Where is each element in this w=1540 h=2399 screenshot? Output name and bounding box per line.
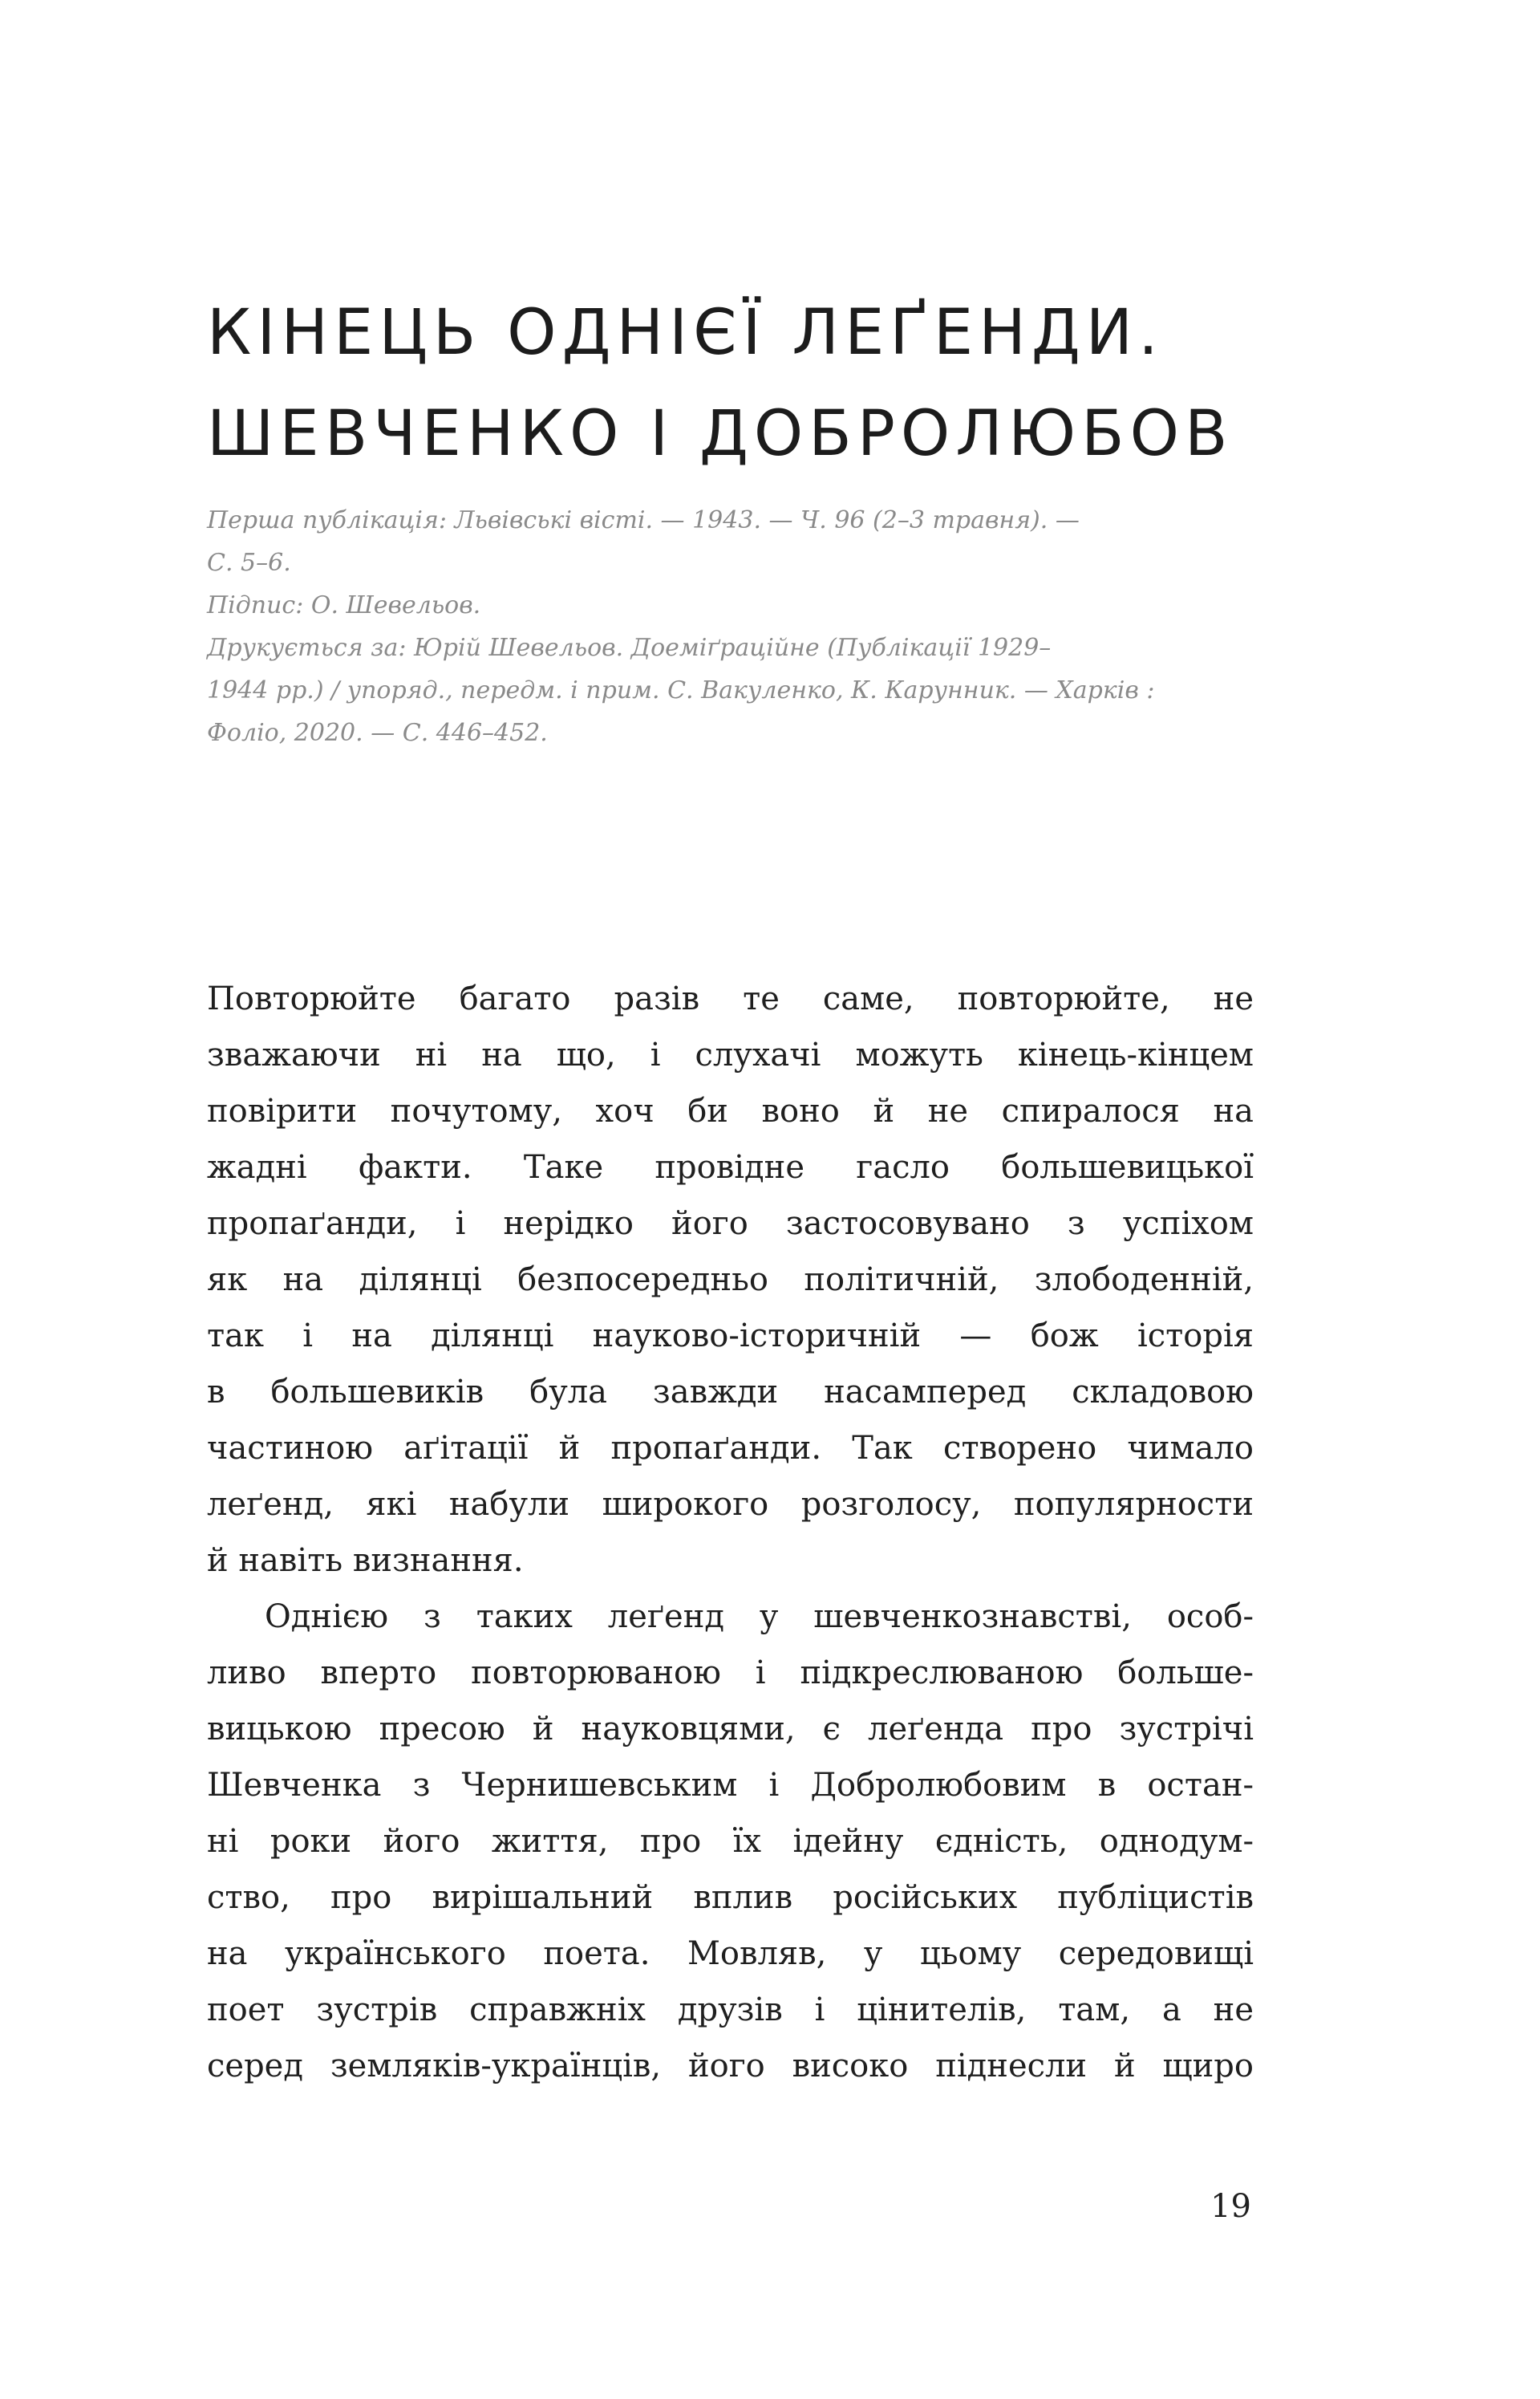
publication-note-line: 1944 рр.) / упоряд., передм. і прим. С. Вакуленко, К. Карунник. — Харків :	[207, 676, 1155, 704]
page-number: 19	[1210, 2188, 1251, 2225]
body-text-line: й навіть визнання.	[207, 1542, 524, 1579]
body-text-line: так і на ділянці науково-історичній — бож історія	[207, 1317, 1254, 1354]
publication-note	[207, 499, 1250, 754]
body-text-line: як на ділянці безпосередньо політичній, злободенній,	[207, 1261, 1254, 1298]
body-text-line: серед земляків-українців, його високо піднесли й щиро	[207, 2048, 1254, 2084]
publication-note-line: Фоліо, 2020. — С. 446–452.	[207, 719, 548, 747]
publication-note-line: Перша публікація: Львівські вісті. — 1943. — Ч. 96 (2–3 травня). —	[207, 506, 1080, 534]
publication-note-line: Друкується за: Юрій Шевельов. Доеміґраційне (Публікації 1929–	[207, 634, 1052, 662]
body-text-line: Повторюйте багато разів те саме, повторюйте, не	[207, 980, 1254, 1017]
body-text-line: ство, про вирішальний вплив російських публіцистів	[207, 1879, 1254, 1916]
body-text-line: в большевиків була завжди насамперед складовою	[207, 1374, 1254, 1411]
body-text-line: ливо вперто повторюваною і підкреслюваною больше-	[207, 1654, 1254, 1691]
body-text-line: жадні факти. Таке провідне гасло большевицької	[207, 1149, 1254, 1186]
publication-note-line: Підпис: О. Шевельов.	[207, 591, 481, 619]
body-text-line: поет зустрів справжніх друзів і цінителів, там, а не	[207, 1991, 1254, 2028]
body-text-line: зважаючи ні на що, і слухачі можуть кінець-кінцем	[207, 1037, 1254, 1074]
chapter-title-line-2: ШЕВЧЕНКО І ДОБРОЛЮБОВ	[207, 398, 1234, 470]
body-text-line: Однією з таких леґенд у шевченкознавстві, особ-	[265, 1598, 1254, 1635]
body-text-line: ні роки його життя, про їх ідейну єдність, однодум-	[207, 1823, 1254, 1860]
body-text	[207, 971, 1254, 2094]
body-text-line: частиною аґітації й пропаґанди. Так створено чимало	[207, 1430, 1254, 1467]
body-text-line: на українського поета. Мовляв, у цьому середовищі	[207, 1935, 1254, 1972]
chapter-title-line-1: КІНЕЦЬ ОДНІЄЇ ЛЕҐЕНДИ.	[207, 297, 1164, 369]
publication-note-line: С. 5–6.	[207, 549, 291, 577]
body-text-line: Шевченка з Чернишевським і Добролюбовим в остан-	[207, 1767, 1254, 1804]
body-text-line: пропаґанди, і нерідко його застосовувано з успіхом	[207, 1205, 1254, 1242]
body-text-line: леґенд, які набули широкого розголосу, популярности	[207, 1486, 1254, 1523]
body-text-line: вицькою пресою й науковцями, є леґенда про зустрічі	[207, 1711, 1254, 1747]
chapter-title	[207, 282, 1282, 485]
body-text-line: повірити почутому, хоч би воно й не спиралося на	[207, 1093, 1254, 1130]
